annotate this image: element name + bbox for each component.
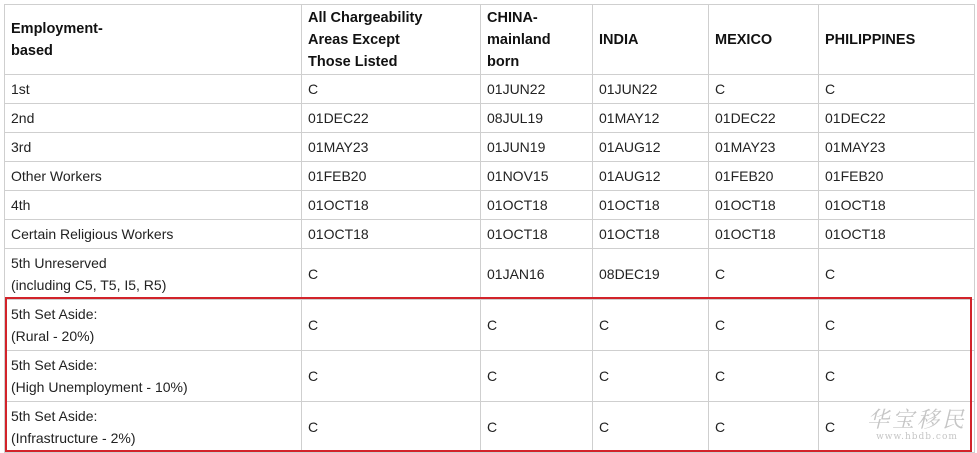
cell-mexico: C (709, 402, 819, 453)
cell-mexico: 01OCT18 (709, 191, 819, 220)
table-row (5, 133, 975, 162)
cell-mexico: C (709, 300, 819, 351)
table-row (5, 351, 975, 402)
header-philippines: PHILIPPINES (819, 5, 975, 75)
cell-mexico: C (709, 249, 819, 300)
cell-india: 01AUG12 (593, 133, 709, 162)
table-body (5, 75, 975, 453)
cell-category: 5th Unreserved (including C5, T5, I5, R5) (5, 249, 302, 300)
table-row (5, 191, 975, 220)
table-row (5, 249, 975, 300)
cell-all-chargeability: C (302, 300, 481, 351)
cell-philippines: 01FEB20 (819, 162, 975, 191)
cell-all-chargeability: C (302, 249, 481, 300)
cell-china: 01JUN22 (481, 75, 593, 104)
cell-philippines: C (819, 300, 975, 351)
cell-china: 08JUL19 (481, 104, 593, 133)
cell-mexico: 01MAY23 (709, 133, 819, 162)
cell-philippines: C (819, 402, 975, 453)
cell-philippines: 01MAY23 (819, 133, 975, 162)
cell-china: C (481, 300, 593, 351)
cell-philippines: C (819, 351, 975, 402)
cell-india: 01MAY12 (593, 104, 709, 133)
cell-india: C (593, 351, 709, 402)
cell-category: 5th Set Aside: (Rural - 20%) (5, 300, 302, 351)
cell-china: 01JUN19 (481, 133, 593, 162)
cell-india: 01OCT18 (593, 191, 709, 220)
cell-all-chargeability: C (302, 75, 481, 104)
cell-china: 01OCT18 (481, 191, 593, 220)
cell-all-chargeability: 01OCT18 (302, 191, 481, 220)
table-row (5, 75, 975, 104)
cell-mexico: 01DEC22 (709, 104, 819, 133)
cell-china: 01JAN16 (481, 249, 593, 300)
table-header-row (5, 5, 975, 75)
cell-china: 01OCT18 (481, 220, 593, 249)
table-row (5, 220, 975, 249)
cell-mexico: 01OCT18 (709, 220, 819, 249)
cell-category: Other Workers (5, 162, 302, 191)
cell-category: Certain Religious Workers (5, 220, 302, 249)
cell-all-chargeability: 01FEB20 (302, 162, 481, 191)
header-china: CHINA- mainland born (481, 5, 593, 75)
cell-category: 1st (5, 75, 302, 104)
cell-all-chargeability: 01DEC22 (302, 104, 481, 133)
cell-philippines: C (819, 249, 975, 300)
watermark-url: www.hbdb.com (876, 432, 958, 442)
cell-china: C (481, 351, 593, 402)
cell-all-chargeability: C (302, 351, 481, 402)
cell-category: 5th Set Aside: (High Unemployment - 10%) (5, 351, 302, 402)
cell-philippines: 01DEC22 (819, 104, 975, 133)
watermark-logo (867, 403, 967, 442)
cell-all-chargeability: 01OCT18 (302, 220, 481, 249)
cell-philippines: 01OCT18 (819, 191, 975, 220)
cell-india: 01AUG12 (593, 162, 709, 191)
cell-category: 4th (5, 191, 302, 220)
cell-india: 01OCT18 (593, 220, 709, 249)
cell-mexico: 01FEB20 (709, 162, 819, 191)
cell-category: 3rd (5, 133, 302, 162)
cell-category: 5th Set Aside: (Infrastructure - 2%) (5, 402, 302, 453)
visa-bulletin-table (4, 4, 975, 453)
watermark-chinese: 华宝移民 (866, 408, 967, 433)
cell-all-chargeability: C (302, 402, 481, 453)
cell-philippines: 01OCT18 (819, 220, 975, 249)
cell-india: 01JUN22 (593, 75, 709, 104)
header-india: INDIA (593, 5, 709, 75)
table-row (5, 104, 975, 133)
header-mexico: MEXICO (709, 5, 819, 75)
cell-india: C (593, 402, 709, 453)
cell-category: 2nd (5, 104, 302, 133)
cell-philippines: C (819, 75, 975, 104)
cell-mexico: C (709, 75, 819, 104)
header-employment-based: Employment- based (5, 5, 302, 75)
table-row (5, 162, 975, 191)
cell-china: C (481, 402, 593, 453)
cell-mexico: C (709, 351, 819, 402)
cell-all-chargeability: 01MAY23 (302, 133, 481, 162)
cell-india: 08DEC19 (593, 249, 709, 300)
table-row (5, 300, 975, 351)
table-row (5, 402, 975, 453)
cell-india: C (593, 300, 709, 351)
header-all-chargeability: All Chargeability Areas Except Those Listed (302, 5, 481, 75)
cell-china: 01NOV15 (481, 162, 593, 191)
